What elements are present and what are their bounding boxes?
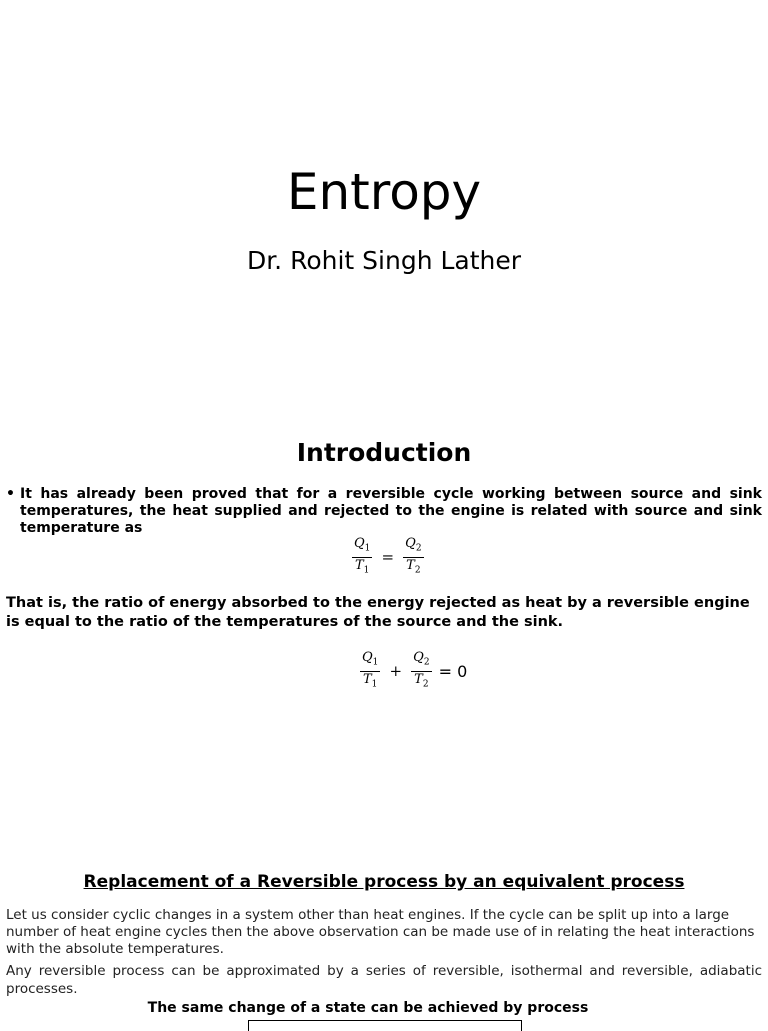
equals-zero: = 0: [438, 661, 468, 681]
document-title: Entropy: [286, 163, 482, 221]
equation-ratio: [352, 536, 424, 578]
cyclic-changes-paragraph: Let us consider cyclic changes in a system other than heat engines. If the cycle can be split up into a large number of heat engine cycles then the above observation can be made use of in relating the heat interactions with the absolute temperatures.: [6, 907, 755, 957]
fraction-q1-t1: $\frac{Q_1}{T_1}$: [362, 650, 379, 690]
diagram-box-edge: [248, 1020, 522, 1031]
equation-sum-zero: [360, 650, 471, 692]
ratio-explanation-paragraph: That is, the ratio of energy absorbed to the energy rejected as heat by a reversible engine is equal to the ratio of the temperatures of the source and the sink.: [6, 595, 750, 630]
fraction-q2-t2: $\frac{Q_2}{T_2}$: [413, 650, 430, 690]
section-heading-introduction: Introduction: [296, 438, 472, 467]
plus-sign: +: [389, 662, 403, 681]
reversible-process-paragraph: Any reversible process can be approximated by a series of reversible, isothermal and reversible, adiabatic processes.: [6, 963, 762, 997]
fraction-q2-t2: $\frac{Q_2}{T_2}$: [405, 536, 422, 576]
section-heading-replacement: Replacement of a Reversible process by an equivalent process: [83, 872, 685, 892]
bullet-item: [6, 486, 762, 537]
author-name: Dr. Rohit Singh Lather: [246, 246, 522, 275]
equals-sign: =: [381, 548, 395, 567]
bullet-marker: •: [6, 486, 15, 502]
process-caption: The same change of a state can be achieved by process: [147, 1000, 589, 1016]
bullet-text: It has already been proved that for a reversible cycle working between source and sink temperatures, the heat supplied and rejected to the engine is related with source and sink temperature as: [20, 486, 762, 536]
fraction-q1-t1: $\frac{Q_1}{T_1}$: [354, 536, 371, 576]
